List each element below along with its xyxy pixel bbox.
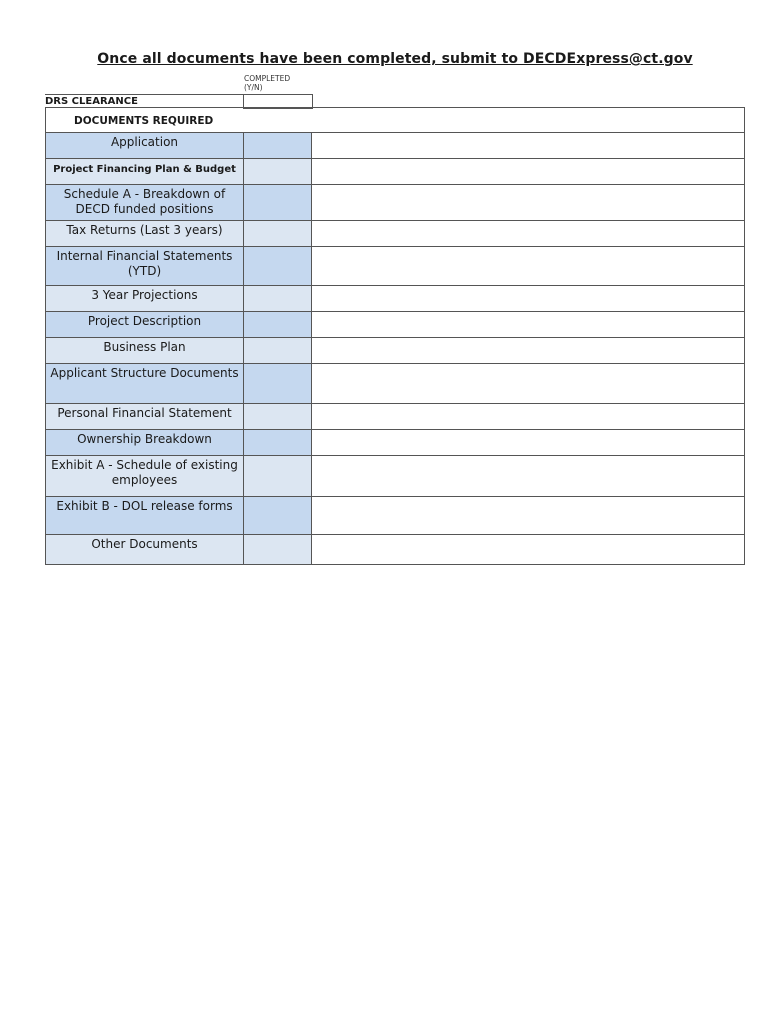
documents-required-header: DOCUMENTS REQUIRED [45, 107, 745, 133]
completed-cell[interactable] [244, 133, 312, 158]
notes-cell[interactable] [312, 247, 744, 285]
document-label: Project Description [46, 312, 244, 337]
table-row [45, 364, 745, 404]
notes-cell[interactable] [312, 404, 744, 429]
notes-cell[interactable] [312, 430, 744, 455]
page-heading: Once all documents have been completed, submit to DECDExpress@ct.gov [97, 51, 693, 67]
document-label: Personal Financial Statement [46, 404, 244, 429]
table-row [45, 133, 745, 159]
document-label: Business Plan [46, 338, 244, 363]
completed-cell[interactable] [244, 312, 312, 337]
notes-cell[interactable] [312, 497, 744, 534]
completed-cell[interactable] [244, 159, 312, 184]
notes-cell[interactable] [312, 133, 744, 158]
completed-cell[interactable] [244, 497, 312, 534]
completed-cell[interactable] [244, 286, 312, 311]
table-row [45, 497, 745, 535]
notes-cell[interactable] [312, 456, 744, 496]
document-label: Project Financing Plan & Budget [46, 159, 244, 184]
document-label: Ownership Breakdown [46, 430, 244, 455]
document-label: Exhibit B - DOL release forms [46, 497, 244, 534]
document-label: Internal Financial Statements (YTD) [46, 247, 244, 285]
table-row [45, 338, 745, 364]
completed-cell[interactable] [244, 185, 312, 220]
table-row [45, 535, 745, 565]
document-label: Tax Returns (Last 3 years) [46, 221, 244, 246]
completed-cell[interactable] [244, 247, 312, 285]
table-row [45, 312, 745, 338]
document-label: Application [46, 133, 244, 158]
document-label: 3 Year Projections [46, 286, 244, 311]
table-row [45, 404, 745, 430]
completed-cell[interactable] [244, 364, 312, 403]
completed-cell[interactable] [244, 404, 312, 429]
documents-table [45, 107, 745, 565]
completed-cell[interactable] [244, 338, 312, 363]
notes-cell[interactable] [312, 185, 744, 220]
table-row [45, 159, 745, 185]
notes-cell[interactable] [312, 535, 744, 564]
drs-clearance-label: DRS CLEARANCE [45, 96, 138, 107]
completed-cell[interactable] [244, 456, 312, 496]
notes-cell[interactable] [312, 338, 744, 363]
drs-clearance-row [45, 94, 311, 108]
table-row [45, 221, 745, 247]
document-label: Exhibit A - Schedule of existing employees [46, 456, 244, 496]
document-label: Other Documents [46, 535, 244, 564]
notes-cell[interactable] [312, 221, 744, 246]
notes-cell[interactable] [312, 159, 744, 184]
notes-cell[interactable] [312, 312, 744, 337]
document-label: Schedule A - Breakdown of DECD funded positions [46, 185, 244, 220]
table-row [45, 286, 745, 312]
table-row [45, 456, 745, 497]
document-label: Applicant Structure Documents [46, 364, 244, 403]
table-row [45, 185, 745, 221]
notes-cell[interactable] [312, 286, 744, 311]
completed-column-header: COMPLETED (Y/N) [244, 74, 291, 92]
table-row [45, 430, 745, 456]
completed-cell[interactable] [244, 430, 312, 455]
completed-cell[interactable] [244, 535, 312, 564]
completed-cell[interactable] [244, 221, 312, 246]
notes-cell[interactable] [312, 364, 744, 403]
table-row [45, 247, 745, 286]
